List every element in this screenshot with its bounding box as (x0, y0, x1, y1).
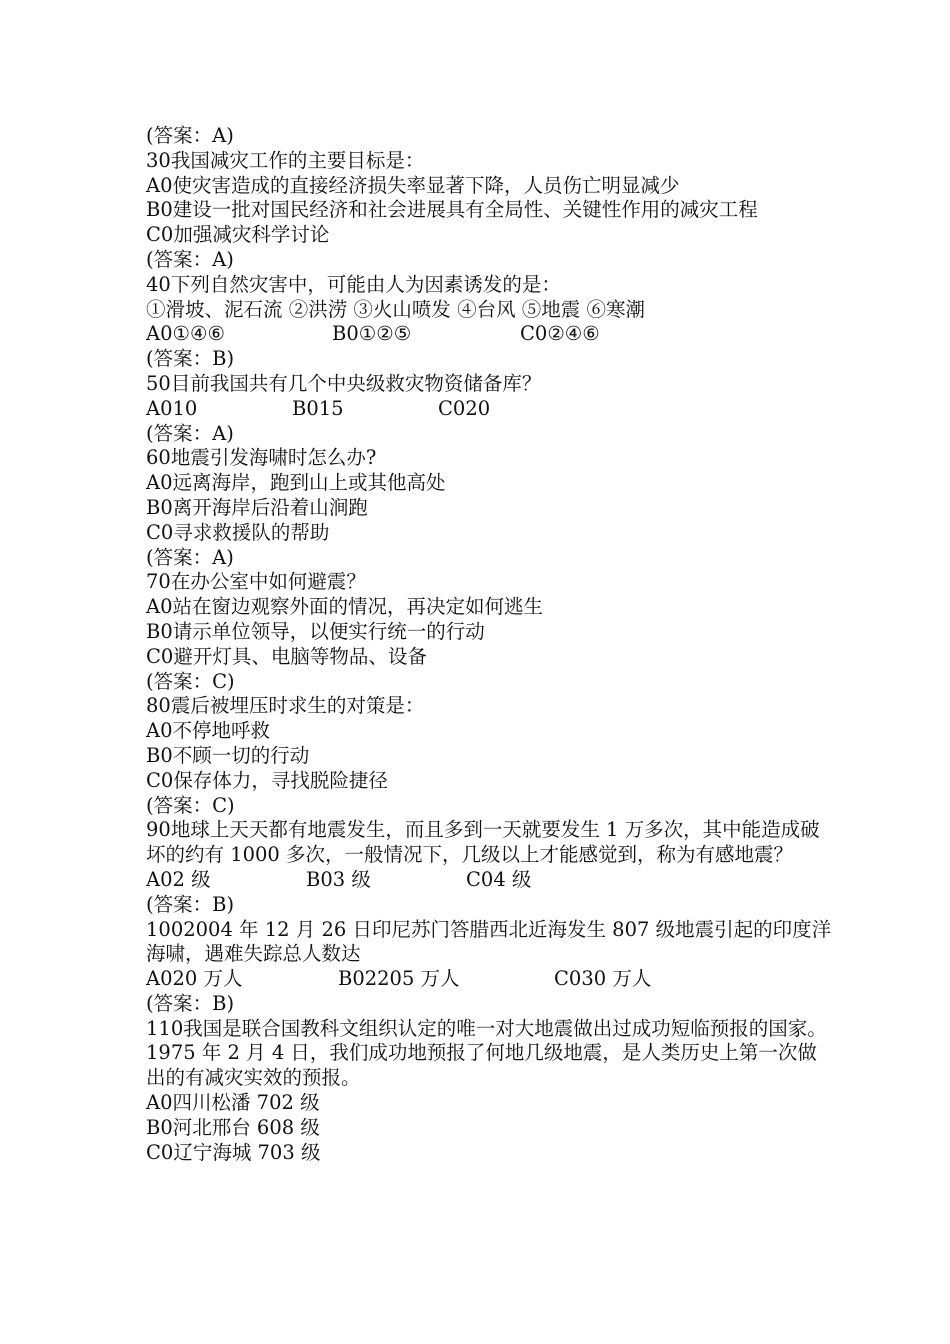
text-line: C0加强减灾科学讨论 (146, 223, 330, 247)
text-line: (答案：B) (146, 347, 235, 371)
text-line: 110我国是联合国教科文组织认定的唯一对大地震做出过成功短临预报的国家。1975 年 2 月 4 日，我们成功地预报了何地几级地震，是人类历史上第一次做出的有减灾实效的预报。 (146, 1016, 827, 1090)
text-line: ①滑坡、泥石流 ②洪涝 ③火山喷发 ④台风 ⑤地震 ⑥寒潮 (146, 297, 645, 321)
text-line: A0远离海岸，跑到山上或其他高处 (146, 471, 446, 495)
text-line: (答案：C) (146, 669, 235, 693)
option-text: A020 万人 (146, 967, 243, 991)
text-line: B0请示单位领导，以便实行统一的行动 (146, 619, 485, 643)
text-line: B0河北邢台 608 级 (146, 1115, 320, 1139)
options-row (146, 397, 836, 422)
option-text: B02205 万人 (338, 967, 460, 991)
text-line: A0四川松潘 702 级 (146, 1091, 320, 1115)
option-text: C030 万人 (554, 967, 652, 991)
text-line: (答案：A) (146, 124, 234, 147)
option-text: A010 (146, 396, 198, 420)
text-line: C0辽宁海城 703 级 (146, 1140, 321, 1164)
text-line: 30我国减灾工作的主要目标是： (146, 148, 425, 172)
text-line: (答案：A) (146, 545, 234, 569)
text-line: (答案：A) (146, 421, 234, 445)
text-line: C0保存体力，寻找脱险捷径 (146, 768, 388, 792)
text-line: A0不停地呼救 (146, 719, 270, 743)
option-text: B03 级 (306, 867, 371, 891)
text-line: B0建设一批对国民经济和社会进展具有全局性、关键性作用的减灾工程 (146, 198, 758, 222)
option-text: A02 级 (146, 867, 211, 891)
options-row (146, 967, 836, 992)
text-line: 40下列自然灾害中，可能由人为因素诱发的是： (146, 272, 561, 296)
option-text: A0①④⑥ (146, 322, 225, 346)
text-line: (答案：B) (146, 892, 235, 916)
text-line: C0寻求救援队的帮助 (146, 520, 330, 544)
text-line: A0站在窗边观察外面的情况，再决定如何逃生 (146, 595, 543, 619)
text-line: 70在办公室中如何避震？ (146, 570, 366, 594)
text-line: 1002004 年 12 月 26 日印尼苏门答腊西北近海发生 807 级地震引起的印度洋海啸，遇难失踪总人数达 (146, 917, 832, 966)
option-text: C0②④⑥ (520, 322, 600, 346)
option-text: C04 级 (466, 867, 532, 891)
option-text: C020 (438, 396, 491, 420)
text-line: (答案：B) (146, 991, 235, 1015)
text-line: 50目前我国共有几个中央级救灾物资储备库？ (146, 371, 542, 395)
options-row (146, 868, 836, 893)
text-line: 60地震引发海啸时怎么办? (146, 446, 377, 470)
text-line: B0不顾一切的行动 (146, 743, 310, 767)
text-line: A0使灾害造成的直接经济损失率显著下降，人员伤亡明显减少 (146, 173, 680, 197)
option-text: B015 (292, 396, 344, 420)
document-body (146, 124, 836, 1165)
options-row (146, 322, 836, 347)
option-text: B0①②⑤ (332, 322, 412, 346)
text-line: C0避开灯具、电脑等物品、设备 (146, 644, 427, 668)
text-line: B0离开海岸后沿着山涧跑 (146, 495, 368, 519)
text-line: (答案：C) (146, 793, 235, 817)
text-line: 80震后被埋压时求生的对策是： (146, 694, 425, 718)
text-line: (答案：A) (146, 247, 234, 271)
text-line: 90地球上天天都有地震发生，而且多到一天就要发生 1 万多次，其中能造成破坏的约有 1000 多次，一般情况下，几级以上才能感觉到，称为有感地震？ (146, 818, 820, 867)
